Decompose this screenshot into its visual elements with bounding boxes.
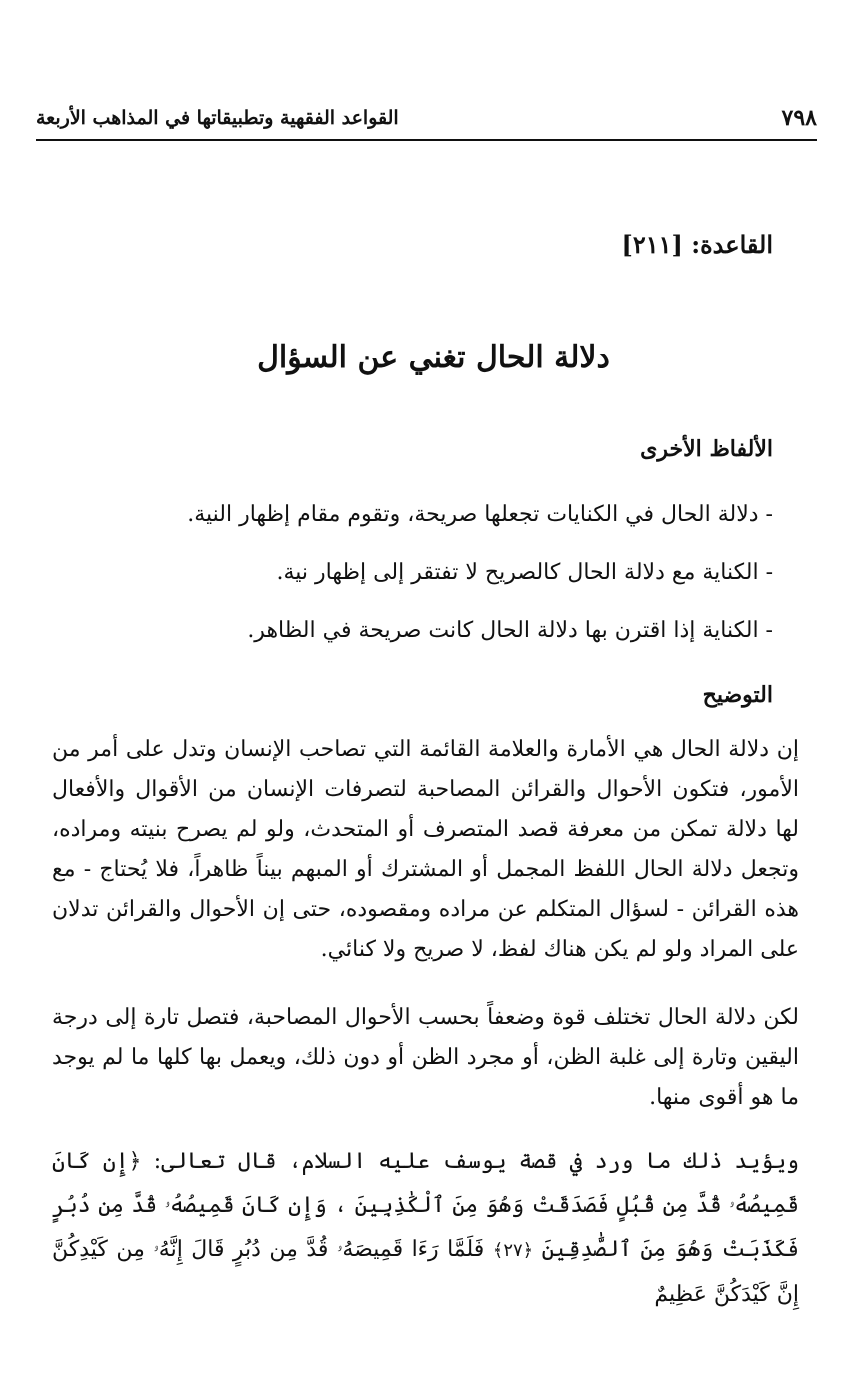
explanation-heading: التوضيح	[702, 682, 773, 708]
alternative-wordings-list	[60, 486, 773, 660]
list-item: - الكناية إذا اقترن بها دلالة الحال كانت صريحة في الظاهر.	[247, 618, 773, 643]
verse-intro: ويؤيد ذلك ما ورد في قصة يوسف عليه السلام، قال تعالى: ﴿إِن كَانَ قَمِيصُهُۥ قُدَّ مِن قُبُلٍ فَصَدَقَتْ وَهُوَ مِنَ ٱلْكَٰذِبِينَ ، وَإِن كَانَ قَمِيصُهُۥ قُدَّ مِن دُبُرٍ فَكَذَبَتْ وَهُوَ مِنَ ٱلصَّٰدِقِينَ	[52, 1149, 800, 1262]
explanation-paragraph: لكن دلالة الحال تختلف قوة وضعفاً بحسب الأحوال المصاحبة، فتصل تارة إلى درجة اليقين وتارة إلى غلبة الظن، أو مجرد الظن أو دون ذلك، ويعمل بها كلها ما لم يوجد ما هو أقوى منها.	[52, 1005, 799, 1110]
page-header	[36, 98, 817, 138]
alternative-wordings-heading: الألفاظ الأخرى	[640, 436, 773, 462]
list-item: - الكناية مع دلالة الحال كالصريح لا تفتقر إلى إظهار نية.	[276, 560, 773, 585]
page-number: ٧٩٨	[781, 105, 817, 131]
running-title: القواعد الفقهية وتطبيقاتها في المذاهب الأربعة	[36, 107, 399, 129]
list-item: - دلالة الحال في الكنايات تجعلها صريحة، وتقوم مقام إظهار النية.	[187, 502, 773, 527]
verse-continuation: فَلَمَّا رَءَا قَمِيصَهُۥ قُدَّ مِن دُبُرٍ قَالَ إِنَّهُۥ مِن كَيْدِكُنَّ إِنَّ كَيْدَكُنَّ عَظِيمٌ	[52, 1237, 799, 1307]
explanation-paragraph: إن دلالة الحال هي الأمارة والعلامة القائمة التي تصاحب الإنسان وتدل على أمر من الأمور، فتكون الأحوال والقرائن المصاحبة لتصرفات الإنسان من الأقوال والأفعال لها دلالة تمكن من معرفة قصد المتصرف أو المتحدث، ولو لم يصرح بنيته ومراده، وتجعل دلالة الحال اللفظ المجمل أو المشترك أو المبهم بيناً ظاهراً، فلا يُحتاج - مع هذه القرائن - لسؤال المتكلم عن مراده ومقصوده، حتى إن الأحوال والقرائن تدلان على المراد ولو لم يكن هناك لفظ، لا صريح ولا كنائي.	[52, 737, 799, 962]
verse-number: ﴿٢٧﴾	[492, 1240, 534, 1261]
rule-title: دلالة الحال تغني عن السؤال	[257, 340, 610, 375]
header-divider	[36, 139, 817, 141]
rule-label: القاعدة: [٢١١]	[621, 230, 773, 259]
quran-verse-paragraph	[52, 1140, 799, 1317]
